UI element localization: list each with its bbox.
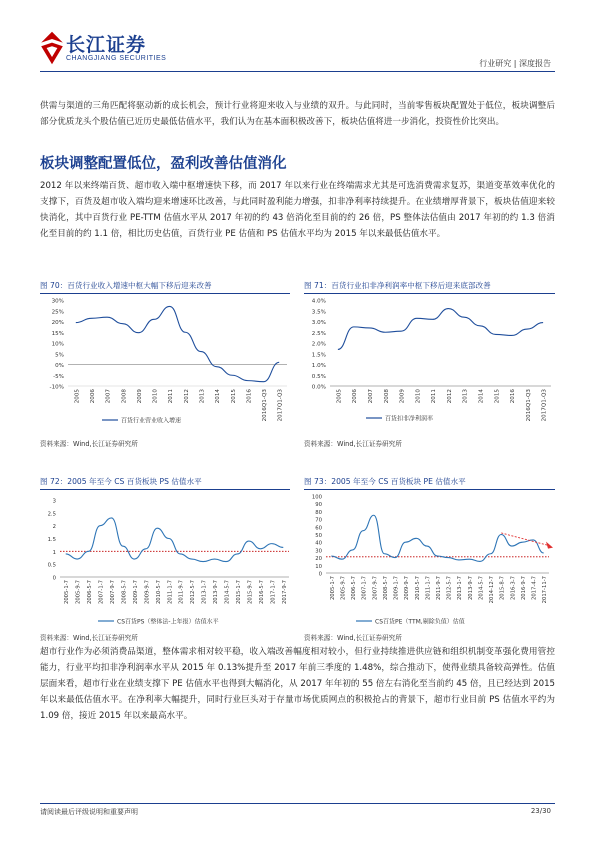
x-tick-label: 2007 [105, 389, 112, 404]
y-tick-label: 40 [315, 540, 322, 547]
y-tick-label: 70 [315, 517, 322, 524]
legend-label: 百货行业营业收入增速 [121, 417, 182, 425]
x-tick-label: 2016-5-7 [258, 580, 265, 605]
x-tick-label: 2014 [215, 389, 222, 404]
x-tick-label: 2016-3-7 [510, 576, 517, 601]
x-tick-label: 2015-9-7 [247, 580, 254, 605]
x-tick-label: 2014-5-7 [478, 576, 485, 601]
x-tick-label: 2007-1-7 [361, 576, 368, 601]
x-tick-label: 2011 [431, 389, 438, 404]
series-line [338, 309, 543, 350]
logo-english-name: CHANGJIANG SECURITIES [66, 55, 167, 62]
intro-paragraph: 供需与渠道的三角匹配将驱动新的成长机会，预计行业将迎来收入与业绩的双升。与此同时，当前零售板块配置处于低位，板块调整后部分优质龙头个股估值已近历史最低估值水平，我们认为在基本面积极改善下，板块估值将进一步消化，投资性价比突出。 [40, 101, 555, 127]
figure-71-chart [304, 296, 559, 426]
figure-73-source: 资料来源：Wind,长江证券研究所 [304, 634, 402, 642]
x-tick-label: 2009 [399, 389, 406, 404]
y-tick-label: -10% [49, 384, 64, 391]
y-tick-label: 10 [315, 563, 322, 570]
x-tick-label: 2010 [415, 389, 422, 404]
x-tick-label: 2017-11-7 [542, 576, 549, 604]
x-tick-label: 2012-5-7 [190, 580, 197, 605]
figure-72-title: 图 72：2005 年至今 CS 百货板块 PS 估值水平 [40, 477, 202, 486]
y-tick-label: 0 [318, 571, 322, 578]
x-tick-label: 2015 [230, 389, 237, 404]
y-tick-label: 25% [51, 309, 64, 316]
y-tick-label: 2.5% [311, 330, 326, 337]
x-tick-label: 2008-5-7 [382, 576, 389, 601]
figure-72-source: 资料来源：Wind,长江证券研究所 [40, 634, 138, 642]
section-paragraph: 2012 年以来终端百货、超市收入端中枢增速快下移，而 2017 年以来行业在终端需求尤其是可选消费需求复苏，渠道变革效率优化的支撑下，百货及超市收入端均迎来增速环比改善，与此同时盈利能力增强，扣非净利率持续提升。在业绩增厚背景下，板块估值迎来较快消化，其中百货行业 PE-TTM 估值水平从 2017 年初的约 43 倍消化至目前的约 26 倍，PS 整体法估值由 2017 年初的约 1.3 倍消化至目前的约 1.1 倍，相比历史估值，百货行业 PE 估值和 PS 估值水平均为 2015 年以来最低估值水平。 [40, 181, 555, 239]
figure-70-title: 图 70：百货行业收入增速中枢大幅下移后迎来改善 [40, 281, 212, 290]
x-tick-label: 2006-5-7 [87, 580, 94, 605]
x-tick-label: 2005 [336, 389, 343, 404]
y-tick-label: 3.5% [311, 309, 326, 316]
x-tick-label: 2016 [246, 389, 253, 404]
x-tick-label: 2011 [168, 389, 175, 404]
y-tick-label: 15% [51, 330, 64, 337]
x-tick-label: 2017Q1-Q3 [541, 389, 548, 422]
x-tick-label: 2007-1-7 [98, 580, 105, 605]
x-tick-label: 2005-1-7 [64, 580, 71, 605]
page-number: 23/30 [530, 807, 551, 815]
y-tick-label: -5% [53, 373, 64, 380]
x-tick-label: 2013-9-7 [213, 580, 220, 605]
x-tick-label: 2017-1-7 [270, 580, 277, 605]
x-tick-label: 2009-9-7 [144, 580, 151, 605]
y-tick-label: 2.5 [47, 511, 56, 518]
y-tick-label: 3 [52, 498, 56, 505]
x-tick-label: 2012-5-7 [446, 576, 453, 601]
series-line [331, 515, 543, 561]
y-tick-label: 50 [315, 533, 322, 539]
trend-arrow-head [546, 542, 553, 549]
y-tick-label: 100 [311, 494, 322, 501]
x-tick-label: 2005-9-7 [340, 576, 347, 601]
x-tick-label: 2017Q1-Q3 [277, 389, 284, 422]
x-tick-label: 2006 [89, 389, 96, 404]
x-tick-label: 2017-9-7 [281, 580, 288, 605]
figure-73-rule [304, 489, 555, 490]
x-tick-label: 2016 [510, 389, 517, 404]
y-tick-label: 30 [315, 548, 322, 555]
x-tick-label: 2010-5-7 [155, 580, 162, 605]
figure-73-title: 图 73：2005 年至今 CS 百货板块 PE 估值水平 [304, 477, 466, 486]
x-tick-label: 2015-1-7 [235, 580, 242, 605]
x-tick-label: 2017-4-7 [531, 576, 538, 601]
x-tick-label: 2016Q1-Q3 [525, 389, 532, 422]
series-line [76, 306, 279, 381]
y-tick-label: 20% [51, 320, 64, 326]
y-tick-label: 4.0% [311, 298, 326, 305]
figure-71-rule [304, 293, 555, 294]
x-tick-label: 2008 [383, 389, 390, 404]
y-tick-label: 0% [55, 363, 64, 369]
header-divider [40, 71, 555, 72]
figure-72-rule [40, 489, 290, 490]
x-tick-label: 2006 [352, 389, 359, 404]
x-tick-label: 2013 [462, 389, 469, 404]
x-tick-label: 2007-9-7 [110, 580, 117, 605]
bottom-paragraph: 超市行业作为必须消费品渠道，整体需求相对较平稳，收入端改善幅度相对较小，但行业持续推进供应链和组织机制变革强化费用管控能力，行业平均扣非净利润率水平从 2015 年 0.13%提升至 2017 年前三季度的 1.48%，综合推动下，使得业绩具备较高弹性。估值层面来看，超市行业在业绩支撑下 PE 估值水平也得到大幅消化，从 2017 年年初的 55 倍左右消化至当前约 45 倍，且已经达到 2015 年以来最低估值水平。在净利率大幅提升，同时行业巨头对于存量市场优质网点的积极抢占的背景下，超市行业目前 PS 估值水平约为 1.09 倍，接近 2015 年以来最高水平。 [40, 647, 555, 721]
y-tick-label: 20 [315, 556, 322, 563]
x-tick-label: 2011-9-7 [436, 576, 442, 601]
x-tick-label: 2011-1-7 [425, 576, 432, 601]
y-tick-label: 2 [52, 524, 56, 531]
x-tick-label: 2012 [183, 389, 190, 404]
legend-label: CS百货PS（整体法-上年报）估值水平 [117, 618, 219, 626]
x-tick-label: 2005 [74, 389, 81, 404]
y-tick-label: 0.5 [47, 562, 56, 569]
figure-71-source: 资料来源：Wind,长江证券研究所 [304, 440, 402, 448]
section-title: 板块调整配置低位，盈利改善估值消化 [40, 156, 287, 172]
legend-label: 百货扣非净利润率 [385, 415, 434, 423]
legend-label: CS百货PE（TTM,剔除负值）估值 [375, 618, 465, 626]
x-tick-label: 2012 [446, 389, 453, 404]
x-tick-label: 2014-12-7 [489, 576, 496, 604]
y-tick-label: 3.0% [311, 320, 326, 326]
footer-divider [40, 803, 555, 804]
figure-70-rule [40, 293, 290, 294]
y-tick-label: 60 [315, 525, 322, 532]
x-tick-label: 2008 [121, 389, 128, 404]
figure-73-chart [304, 492, 559, 627]
y-tick-label: 1.0% [311, 363, 326, 369]
y-tick-label: 1.5 [47, 537, 56, 543]
y-tick-label: 5% [55, 352, 64, 359]
series-line [66, 518, 284, 562]
x-tick-label: 2009-1-7 [132, 580, 139, 605]
x-tick-label: 2011-1-7 [167, 580, 174, 605]
x-tick-label: 2006-5-7 [351, 576, 358, 601]
x-tick-label: 2014 [478, 389, 485, 404]
y-tick-label: 90 [315, 502, 322, 509]
footer-disclaimer: 请阅读最后评级说明和重要声明 [40, 808, 138, 816]
company-logo-mark [38, 30, 66, 66]
x-tick-label: 2010-5-7 [414, 576, 421, 601]
y-tick-label: 0.5% [311, 373, 326, 380]
x-tick-label: 2005-1-7 [329, 576, 336, 601]
y-tick-label: 30% [51, 298, 64, 305]
figure-70-chart [40, 296, 295, 426]
y-tick-label: 1.5% [311, 352, 326, 359]
x-tick-label: 2013-1-7 [201, 580, 208, 605]
x-tick-label: 2005-9-7 [75, 580, 82, 605]
x-tick-label: 2016-9-7 [520, 576, 527, 601]
figure-71-title: 图 71：百货行业扣非净利润率中枢下移后迎来底部改善 [304, 281, 491, 290]
logo-chinese-name: 长江证券 [66, 34, 147, 56]
x-tick-label: 2007-9-7 [372, 576, 379, 601]
x-tick-label: 2013-9-7 [467, 576, 474, 601]
x-tick-label: 2015 [494, 389, 501, 404]
figure-72-chart [40, 492, 295, 627]
y-tick-label: 0 [52, 575, 56, 582]
y-tick-label: 1 [52, 549, 56, 556]
y-tick-label: 80 [315, 509, 322, 516]
figure-70-source: 资料来源：Wind,长江证券研究所 [40, 440, 138, 448]
x-tick-label: 2016Q1-Q3 [262, 389, 269, 422]
y-tick-label: 10% [51, 341, 64, 348]
x-tick-label: 2009-1-7 [393, 576, 400, 601]
x-tick-label: 2013 [199, 389, 206, 404]
x-tick-label: 2011-9-7 [178, 580, 185, 605]
report-type-tags: 行业研究 | 深度报告 [479, 59, 551, 68]
x-tick-label: 2010 [152, 389, 159, 404]
x-tick-label: 2009 [136, 389, 143, 404]
x-tick-label: 2013-1-7 [457, 576, 464, 601]
x-tick-label: 2014-5-7 [224, 580, 231, 605]
x-tick-label: 2015-8-7 [499, 576, 506, 601]
y-tick-label: 2.0% [311, 341, 326, 348]
y-tick-label: 0.0% [311, 384, 326, 391]
x-tick-label: 2008-5-7 [121, 580, 128, 605]
x-tick-label: 2007 [367, 389, 374, 404]
x-tick-label: 2009-9-7 [404, 576, 411, 601]
